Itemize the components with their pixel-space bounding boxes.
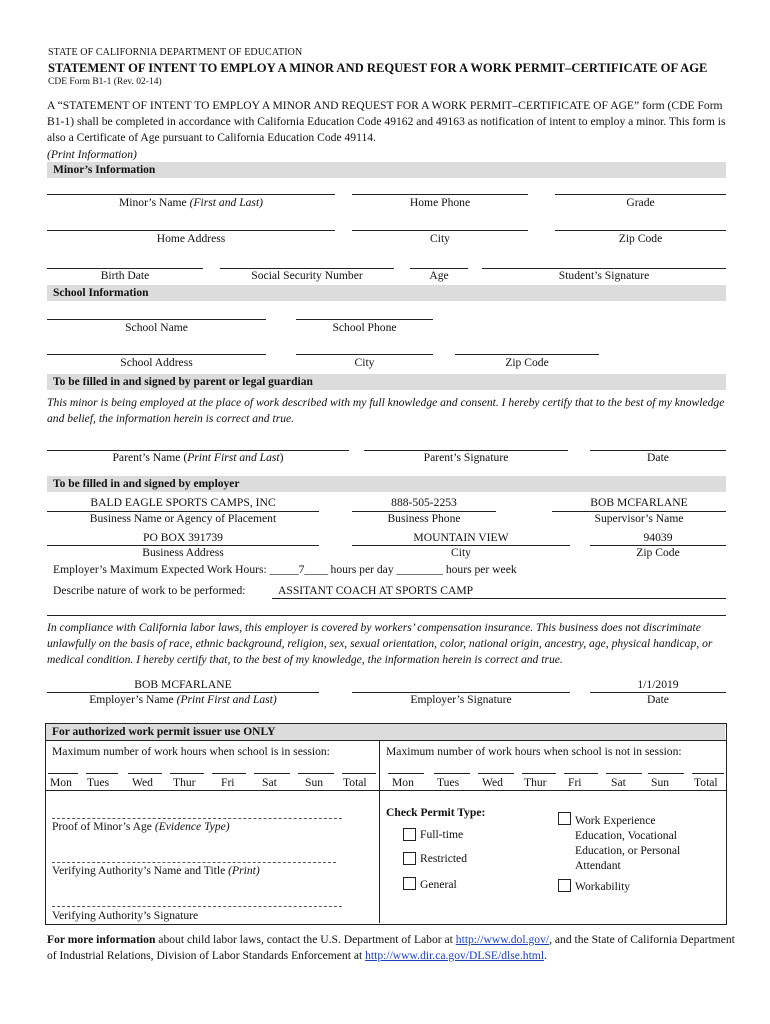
- not-in-session-thur-line[interactable]: [522, 773, 556, 774]
- age-label: Age: [429, 269, 449, 282]
- verifying-authority-name-line[interactable]: [52, 862, 336, 863]
- student-signature-label: Student’s Signature: [558, 269, 650, 282]
- footer-text-3: .: [544, 949, 547, 962]
- footer-lead: For more information: [47, 933, 156, 946]
- not-in-session-mon-line[interactable]: [388, 773, 424, 774]
- business-zip-label: Zip Code: [636, 546, 680, 559]
- minor-zip-label: Zip Code: [618, 232, 663, 245]
- school-name-label: School Name: [125, 321, 188, 334]
- dlse-link[interactable]: http://www.dir.ca.gov/DLSE/dlse.html: [365, 949, 545, 962]
- form-number: CDE Form B1-1 (Rev. 02-14): [48, 77, 162, 87]
- nature-of-work-label: Describe nature of work to be performed:: [53, 584, 246, 597]
- in-session-fri-line[interactable]: [212, 773, 246, 774]
- employer-date-label: Date: [647, 693, 669, 706]
- minor-info-heading: Minor’s Information: [47, 162, 726, 178]
- school-city-label: City: [354, 356, 375, 369]
- business-city-value[interactable]: MOUNTAIN VIEW: [413, 531, 509, 544]
- issuer-heading-divider: [45, 740, 726, 741]
- minor-city-label: City: [430, 232, 450, 245]
- home-address-line[interactable]: [47, 230, 335, 231]
- employer-date-value[interactable]: 1/1/2019: [637, 678, 679, 691]
- in-session-mon-line[interactable]: [48, 773, 78, 774]
- in-session-day-wed: Wed: [132, 776, 153, 789]
- check-permit-type-heading: Check Permit Type:: [386, 806, 486, 819]
- employer-signature-label: Employer’s Signature: [410, 693, 512, 706]
- not-in-session-day-mon: Mon: [392, 776, 414, 789]
- business-address-label: Business Address: [142, 546, 224, 559]
- nature-of-work-line: [272, 598, 726, 599]
- parent-name-label: Parent’s Name (Print First and Last): [112, 451, 284, 464]
- in-session-wed-line[interactable]: [128, 773, 162, 774]
- issuer-hours-divider: [45, 790, 726, 791]
- not-in-session-tues-line[interactable]: [434, 773, 470, 774]
- employer-name-label: Employer’s Name (Print First and Last): [89, 693, 277, 706]
- proof-of-age-line[interactable]: [52, 818, 342, 819]
- general-checkbox[interactable]: [403, 877, 416, 890]
- home-address-label: Home Address: [156, 232, 226, 245]
- business-name-label: Business Name or Agency of Placement: [89, 512, 277, 525]
- in-session-day-tues: Tues: [87, 776, 110, 789]
- issuer-heading: For authorized work permit issuer use ONLY: [46, 724, 725, 740]
- business-phone-label: Business Phone: [387, 512, 461, 525]
- parent-date-label: Date: [647, 451, 669, 464]
- not-in-session-day-total: Total: [694, 776, 718, 789]
- workability-checkbox[interactable]: [558, 879, 571, 892]
- hours-in-session-label: Maximum number of work hours when school is in session:: [52, 745, 330, 758]
- verifying-authority-signature-label: Verifying Authority’s Signature: [52, 909, 199, 922]
- ssn-label: Social Security Number: [251, 269, 363, 282]
- fulltime-label: Full-time: [420, 828, 464, 841]
- in-session-total-line[interactable]: [342, 773, 376, 774]
- dol-link[interactable]: http://www.dol.gov/: [455, 933, 550, 946]
- not-in-session-day-wed: Wed: [482, 776, 503, 789]
- grade-line[interactable]: [555, 194, 726, 195]
- footer-more-info: [47, 932, 737, 964]
- not-in-session-sun-line[interactable]: [648, 773, 684, 774]
- school-city-line[interactable]: [296, 354, 433, 355]
- issuer-column-divider: [379, 740, 380, 923]
- in-session-tues-line[interactable]: [86, 773, 118, 774]
- work-experience-checkbox[interactable]: [558, 812, 571, 825]
- verifying-authority-signature-line[interactable]: [52, 906, 342, 907]
- not-in-session-sat-line[interactable]: [606, 773, 642, 774]
- workability-label: Workability: [575, 880, 631, 893]
- hours-not-in-session-label: Maximum number of work hours when school is not in session:: [386, 745, 682, 758]
- school-phone-label: School Phone: [332, 321, 397, 334]
- work-hours-prefix: Employer’s Maximum Expected Work Hours:: [53, 563, 267, 576]
- verifying-authority-name-label: Verifying Authority’s Name and Title (Print): [52, 864, 260, 877]
- business-zip-value[interactable]: 94039: [643, 531, 673, 544]
- home-phone-label: Home Phone: [409, 196, 471, 209]
- work-hours-row: [53, 563, 517, 576]
- home-phone-line[interactable]: [352, 194, 528, 195]
- nature-of-work-value[interactable]: ASSITANT COACH AT SPORTS CAMP: [278, 584, 474, 597]
- not-in-session-total-line[interactable]: [692, 773, 724, 774]
- footer-text-2: , and the State of California Department of Industrial Relations, Division of Labor Standards Enforcement at: [47, 933, 735, 962]
- work-experience-label: Work Experience Education, Vocational Education, or Personal Attendant: [575, 814, 681, 872]
- school-zip-line[interactable]: [455, 354, 599, 355]
- parent-section-heading: To be filled in and signed by parent or legal guardian: [47, 374, 726, 390]
- hours-per-day-label: hours per day: [330, 563, 394, 576]
- birth-date-label: Birth Date: [100, 269, 150, 282]
- school-phone-line[interactable]: [296, 319, 433, 320]
- school-name-line[interactable]: [47, 319, 266, 320]
- print-information-note: (Print Information): [47, 148, 137, 161]
- restricted-checkbox[interactable]: [403, 852, 416, 865]
- minor-name-line[interactable]: [47, 194, 335, 195]
- general-label: General: [420, 878, 457, 891]
- hours-per-week-value[interactable]: ________: [396, 563, 443, 576]
- school-address-label: School Address: [120, 356, 193, 369]
- restricted-label: Restricted: [420, 852, 468, 865]
- in-session-thur-line[interactable]: [170, 773, 204, 774]
- grade-label: Grade: [626, 196, 655, 209]
- fulltime-checkbox[interactable]: [403, 828, 416, 841]
- not-in-session-day-sat: Sat: [611, 776, 626, 789]
- minor-city-line[interactable]: [352, 230, 528, 231]
- intro-paragraph: A “STATEMENT OF INTENT TO EMPLOY A MINOR AND REQUEST FOR A WORK PERMIT–CERTIFICATE OF AGE” form (CDE Form B1-1) shall be completed in accordance with California Education Code 49162 and 49163 as notification of intent to employ a minor. This form is also a Certificate of Age pursuant to California Education Code 49114.: [47, 99, 726, 144]
- in-session-sat-line[interactable]: [254, 773, 290, 774]
- hours-per-week-label: hours per week: [445, 563, 517, 576]
- employer-section-heading: To be filled in and signed by employer: [47, 476, 726, 492]
- school-address-line[interactable]: [47, 354, 266, 355]
- minor-name-label: Minor’s Name (First and Last): [118, 196, 264, 209]
- not-in-session-wed-line[interactable]: [478, 773, 514, 774]
- supervisor-name-value[interactable]: BOB MCFARLANE: [590, 496, 688, 509]
- in-session-sun-line[interactable]: [298, 773, 334, 774]
- business-name-value[interactable]: BALD EAGLE SPORTS CAMPS, INC: [90, 496, 276, 509]
- school-zip-label: Zip Code: [505, 356, 549, 369]
- agency-name: STATE OF CALIFORNIA DEPARTMENT OF EDUCATION: [48, 47, 303, 58]
- in-session-day-sat: Sat: [262, 776, 277, 789]
- minor-zip-line[interactable]: [555, 230, 726, 231]
- not-in-session-day-fri: Fri: [568, 776, 582, 789]
- supervisor-name-label: Supervisor’s Name: [594, 512, 684, 525]
- parent-signature-label: Parent’s Signature: [423, 451, 509, 464]
- in-session-day-total: Total: [343, 776, 367, 789]
- compliance-statement: In compliance with California labor laws, this employer is covered by workers’ compensation insurance. This business does not discriminate unlawfully on the basis of race, ethnic background, religion, sex, sexual orientation, color, national origin, ancestry, age, physical handicap, or medical condition. I hereby certify that, to the best of my knowledge, the information herein is correct and true.: [47, 621, 713, 666]
- in-session-day-sun: Sun: [305, 776, 324, 789]
- school-info-heading: School Information: [47, 285, 726, 301]
- in-session-day-mon: Mon: [50, 776, 72, 789]
- nature-of-work-line-2[interactable]: [47, 615, 726, 616]
- not-in-session-day-thur: Thur: [524, 776, 547, 789]
- in-session-day-fri: Fri: [221, 776, 235, 789]
- in-session-day-thur: Thur: [173, 776, 196, 789]
- proof-of-age-label: Proof of Minor’s Age (Evidence Type): [52, 820, 230, 833]
- parent-consent-statement: This minor is being employed at the place of work described with my full knowledge and consent. I hereby certify that to the best of my knowledge and belief, the information herein is correct and true.: [47, 396, 725, 425]
- form-title: STATEMENT OF INTENT TO EMPLOY A MINOR AND REQUEST FOR A WORK PERMIT–CERTIFICATE OF AGE: [48, 61, 708, 75]
- employer-name-value[interactable]: BOB MCFARLANE: [134, 678, 232, 691]
- business-address-value[interactable]: PO BOX 391739: [143, 531, 223, 544]
- not-in-session-fri-line[interactable]: [564, 773, 598, 774]
- not-in-session-day-sun: Sun: [651, 776, 670, 789]
- business-city-label: City: [451, 546, 471, 559]
- not-in-session-day-tues: Tues: [437, 776, 460, 789]
- business-phone-value[interactable]: 888-505-2253: [391, 496, 457, 509]
- footer-text-1: about child labor laws, contact the U.S. Department of Labor at: [155, 933, 456, 946]
- hours-per-day-value[interactable]: _____7____: [269, 563, 328, 576]
